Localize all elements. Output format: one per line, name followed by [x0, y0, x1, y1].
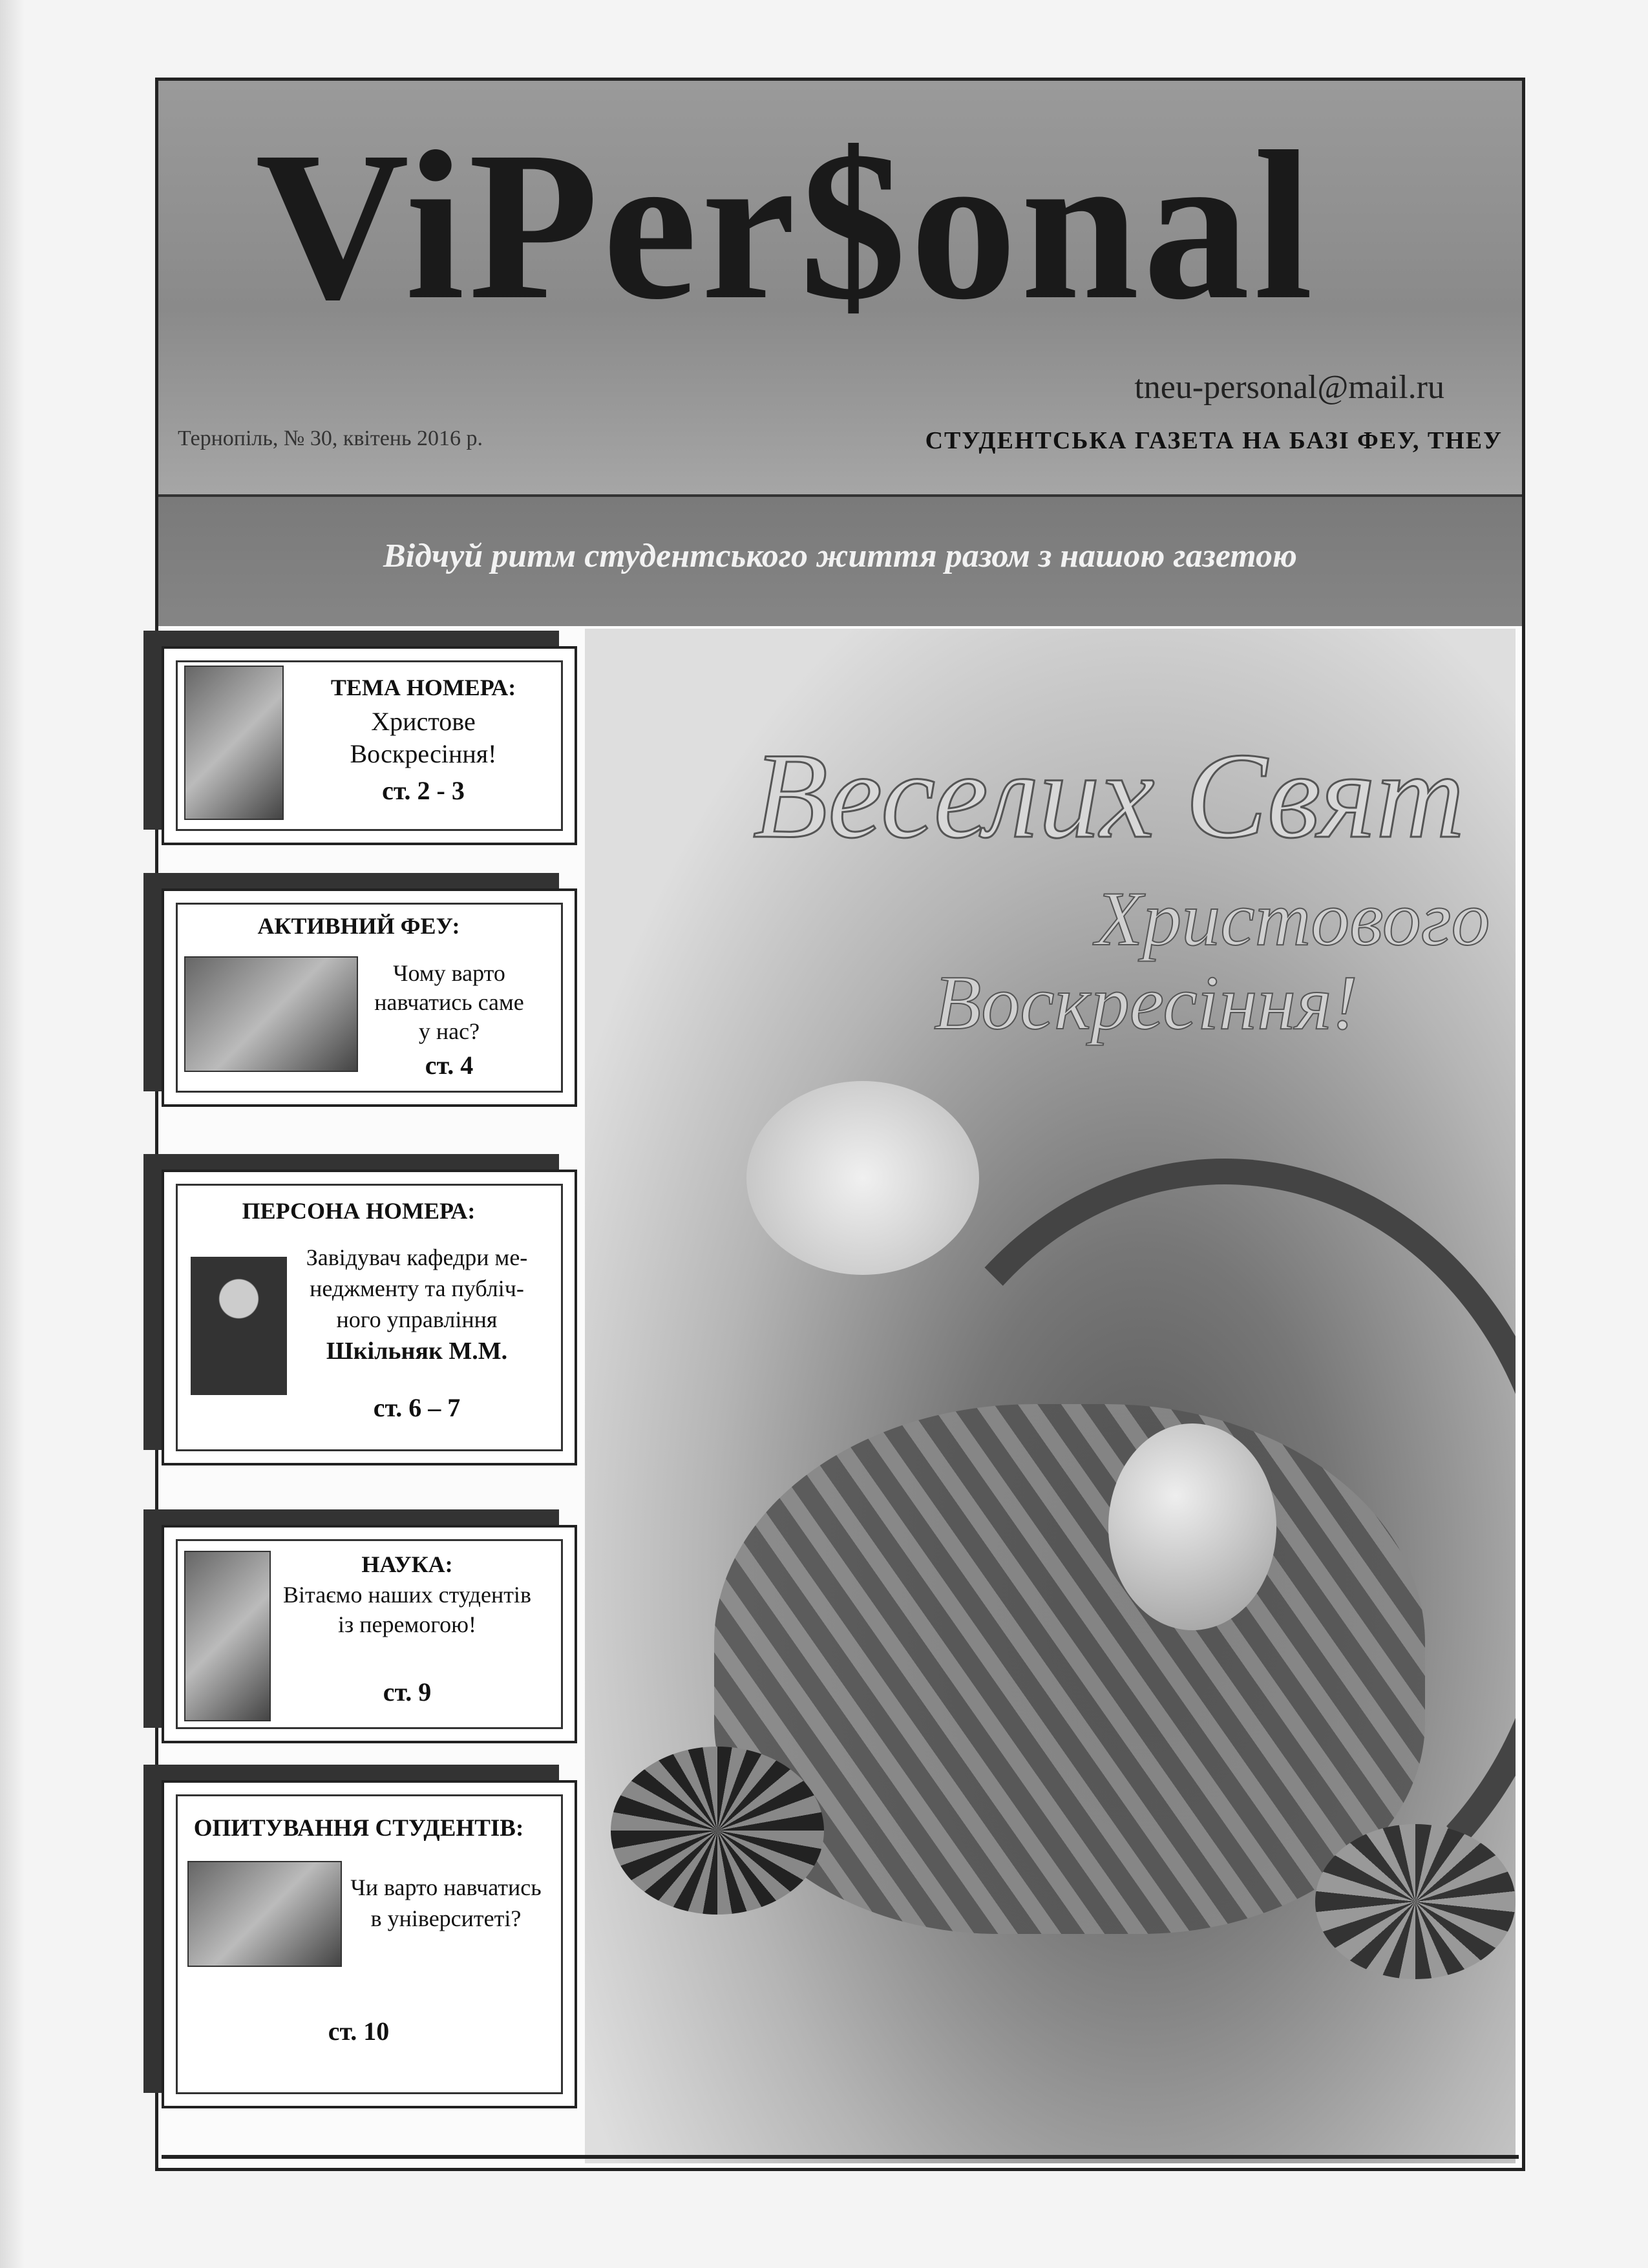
- person-portrait: [191, 1257, 287, 1395]
- teaser-box-active[interactable]: [162, 888, 577, 1107]
- students-group-photo: [184, 956, 358, 1072]
- teaser-page: ст. 2 - 3: [382, 776, 465, 805]
- pysanka-image: [1315, 1824, 1516, 1979]
- teaser-box-science[interactable]: [162, 1525, 577, 1743]
- masthead: [158, 81, 1522, 497]
- scan-edge: [0, 0, 25, 2268]
- person-name: Шкільняк М.М.: [326, 1338, 508, 1365]
- slogan-band: [158, 497, 1522, 626]
- contact-email: tneu-personal@mail.ru: [1134, 369, 1444, 406]
- teaser-heading: ОПИТУВАННЯ СТУДЕНТІВ:: [193, 1815, 524, 1842]
- university-building-photo: [187, 1861, 342, 1967]
- easter-basket-image: [714, 1404, 1425, 1934]
- teaser-box-topic[interactable]: [162, 646, 577, 845]
- teaser-text: із перемогою!: [338, 1612, 476, 1637]
- teaser-heading: НАУКА:: [361, 1551, 453, 1577]
- teaser-text: Завідувач кафедри ме-: [306, 1244, 528, 1270]
- teaser-box-survey[interactable]: [162, 1780, 577, 2108]
- bottom-rule: [162, 2155, 1519, 2159]
- teaser-frame: [176, 1184, 563, 1451]
- greeting-line: Воскресіння!: [934, 960, 1358, 1045]
- pysanka-image: [611, 1747, 824, 1915]
- teaser-text: неджменту та публіч-: [310, 1276, 524, 1301]
- newspaper-subtitle: СТУДЕНТСЬКА ГАЗЕТА НА БАЗІ ФЕУ, ТНЕУ: [925, 427, 1503, 454]
- teaser-text: Воскресіння!: [350, 739, 497, 768]
- teaser-text: в університеті?: [370, 1906, 522, 1931]
- teaser-text: Вітаємо наших студентів: [283, 1582, 531, 1608]
- teaser-heading: ПЕРСОНА НОМЕРА:: [242, 1198, 476, 1224]
- teaser-box-person[interactable]: [162, 1170, 577, 1465]
- teaser-frame: [176, 660, 563, 831]
- ribbon-bow-image: [746, 1081, 979, 1275]
- teaser-frame: [176, 1539, 563, 1729]
- cover-photo: [585, 629, 1516, 2163]
- teaser-text: Чому варто: [393, 960, 505, 986]
- teaser-text: навчатись саме: [374, 989, 524, 1015]
- teaser-page: ст. 6 – 7: [373, 1393, 461, 1422]
- greeting-line: Христового: [1095, 876, 1490, 961]
- egg-image: [1108, 1423, 1276, 1630]
- teaser-text: Чи варто навчатись: [350, 1874, 542, 1900]
- easter-thumbnail: [184, 666, 284, 820]
- teaser-heading: ТЕМА НОМЕРА:: [330, 675, 516, 700]
- teaser-frame: [176, 1794, 563, 2094]
- teaser-heading: АКТИВНИЙ ФЕУ:: [257, 913, 460, 939]
- teaser-text: у нас?: [418, 1018, 480, 1044]
- teaser-frame: [176, 903, 563, 1093]
- teaser-page: ст. 9: [383, 1677, 432, 1706]
- newspaper-logo: ViPer$onal: [255, 108, 1317, 344]
- teaser-text: Христове: [371, 707, 476, 736]
- issue-line: Тернопіль, № 30, квітень 2016 р.: [178, 426, 483, 450]
- award-photo: [184, 1551, 271, 1721]
- greeting-title: Веселих Свят: [753, 728, 1465, 864]
- teaser-page: ст. 4: [425, 1051, 474, 1080]
- teaser-page: ст. 10: [328, 2017, 390, 2046]
- slogan: Відчуй ритм студентського життя разом з нашою газетою: [383, 538, 1297, 574]
- teaser-text: ного управління: [336, 1307, 498, 1332]
